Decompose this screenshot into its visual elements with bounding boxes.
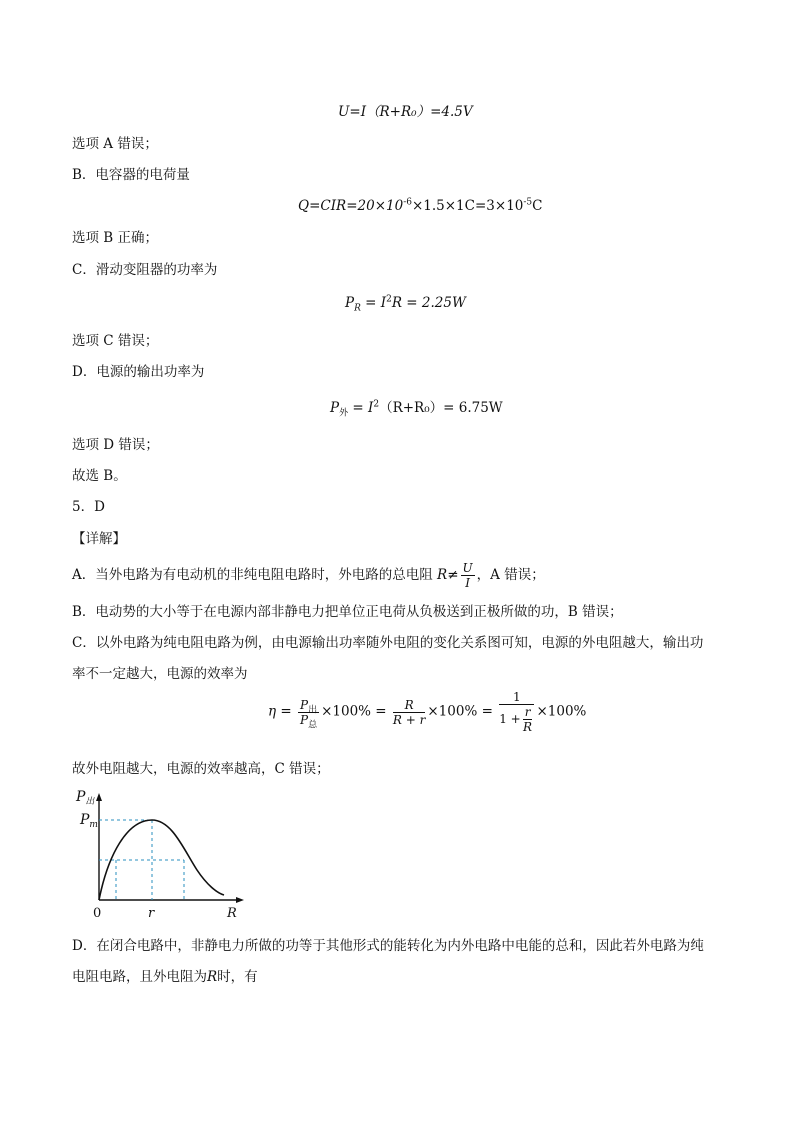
math-op: ≠	[447, 567, 459, 583]
text-line: D．在闭合电路中，非静电力所做的功等于其他形式的能转化为内外电路中电能的总和，因此若外电路为纯	[72, 938, 704, 954]
eq-part: P	[330, 400, 340, 416]
fraction	[499, 690, 534, 734]
text-line: 故选 B。	[72, 468, 127, 484]
fraction	[461, 561, 475, 590]
eq-exp: 2	[386, 294, 392, 305]
frac-den: R	[523, 720, 533, 734]
x-axis-label: R	[227, 906, 237, 921]
frac-num: 1	[499, 690, 534, 705]
eq-exp: 2	[373, 399, 380, 410]
eq-sub: 出	[308, 704, 318, 715]
origin-label: 0	[93, 906, 102, 921]
text-line: B．电容器的电荷量	[72, 167, 190, 183]
math-op: ×100%	[536, 703, 587, 720]
equation-efficiency	[268, 690, 586, 734]
equation-voltage: U=I（R+R₀）=4.5V	[338, 104, 473, 120]
eq-part: P	[345, 295, 355, 311]
eq-exp: -5	[523, 197, 533, 208]
text-line: 选项 B 正确；	[72, 230, 159, 246]
eq-part: = I	[360, 295, 387, 311]
text-line: 选项 C 错误；	[72, 333, 159, 349]
text-line	[72, 560, 545, 590]
frac-num: P	[300, 697, 309, 712]
text-line: 选项 D 错误；	[72, 437, 159, 453]
math-op: ×100% =	[427, 703, 493, 720]
fraction	[298, 697, 319, 730]
x-axis-arrow	[236, 897, 244, 903]
text-line: 故外电阻越大，电源的效率越高，C 错误；	[72, 761, 330, 777]
eq-sub: R	[354, 303, 361, 314]
eq-part: C	[532, 198, 543, 214]
text-line: B．电动势的大小等于在电源内部非静电力把单位正电荷从负极送到正极所做的功，B 错误；	[72, 604, 623, 620]
frac-den: I	[465, 576, 470, 590]
text-part: 时，有	[217, 969, 258, 985]
frac-num: r	[524, 705, 531, 719]
frac-den: 1 +	[499, 712, 521, 726]
text-line: 5．D	[72, 499, 105, 515]
text-line: 选项 A 错误；	[72, 136, 158, 152]
eq-sub: 外	[339, 408, 349, 419]
r-label: r	[148, 906, 155, 921]
text-part: A．当外电路为有电动机的非纯电阻电路时，外电路的总电阻	[72, 567, 433, 583]
fraction	[523, 705, 533, 734]
math-var: R	[437, 567, 448, 583]
text-line	[72, 968, 258, 986]
text-part: ，A 错误；	[476, 567, 545, 583]
eq-exp: -6	[403, 197, 412, 208]
fraction	[393, 698, 425, 727]
eq-part: R = 2.25W	[391, 295, 466, 311]
math-op: ×100% =	[321, 703, 387, 720]
eq-part: Q=CIR=20×10	[298, 198, 404, 214]
math-var: η =	[268, 703, 292, 720]
frac-den: R + r	[392, 712, 426, 727]
text-line: 率不一定越大，电源的效率为	[72, 666, 248, 682]
text-line: C．以外电路为纯电阻电路为例，由电源输出功率随外电阻的变化关系图可知，电源的外电阻越大，输出功	[72, 635, 704, 651]
text-line: 【详解】	[72, 531, 126, 547]
frac-num: R	[393, 698, 425, 713]
y-axis-arrow	[96, 793, 102, 801]
y-axis-label: $P_出$	[76, 789, 95, 807]
eq-part: ×1.5×1C=3×10	[411, 198, 524, 214]
text-line: D．电源的输出功率为	[72, 364, 205, 380]
equation-output-power	[330, 399, 503, 417]
equation-charge	[298, 197, 543, 215]
text-part: 电阻电路，且外电阻为	[72, 969, 207, 985]
text-line: C．滑动变阻器的功率为	[72, 262, 218, 278]
power-resistance-graph	[72, 785, 252, 925]
eq-sub: 总	[308, 719, 318, 730]
math-var: R	[207, 969, 218, 985]
equation-resistor-power	[345, 294, 466, 312]
pm-label: $P_m$	[80, 812, 98, 830]
eq-part: = I	[348, 400, 374, 416]
eq-part: （R+R₀）= 6.75W	[379, 400, 503, 416]
guide-lines	[99, 820, 184, 900]
frac-den: P	[300, 712, 309, 727]
frac-num: U	[462, 561, 473, 575]
